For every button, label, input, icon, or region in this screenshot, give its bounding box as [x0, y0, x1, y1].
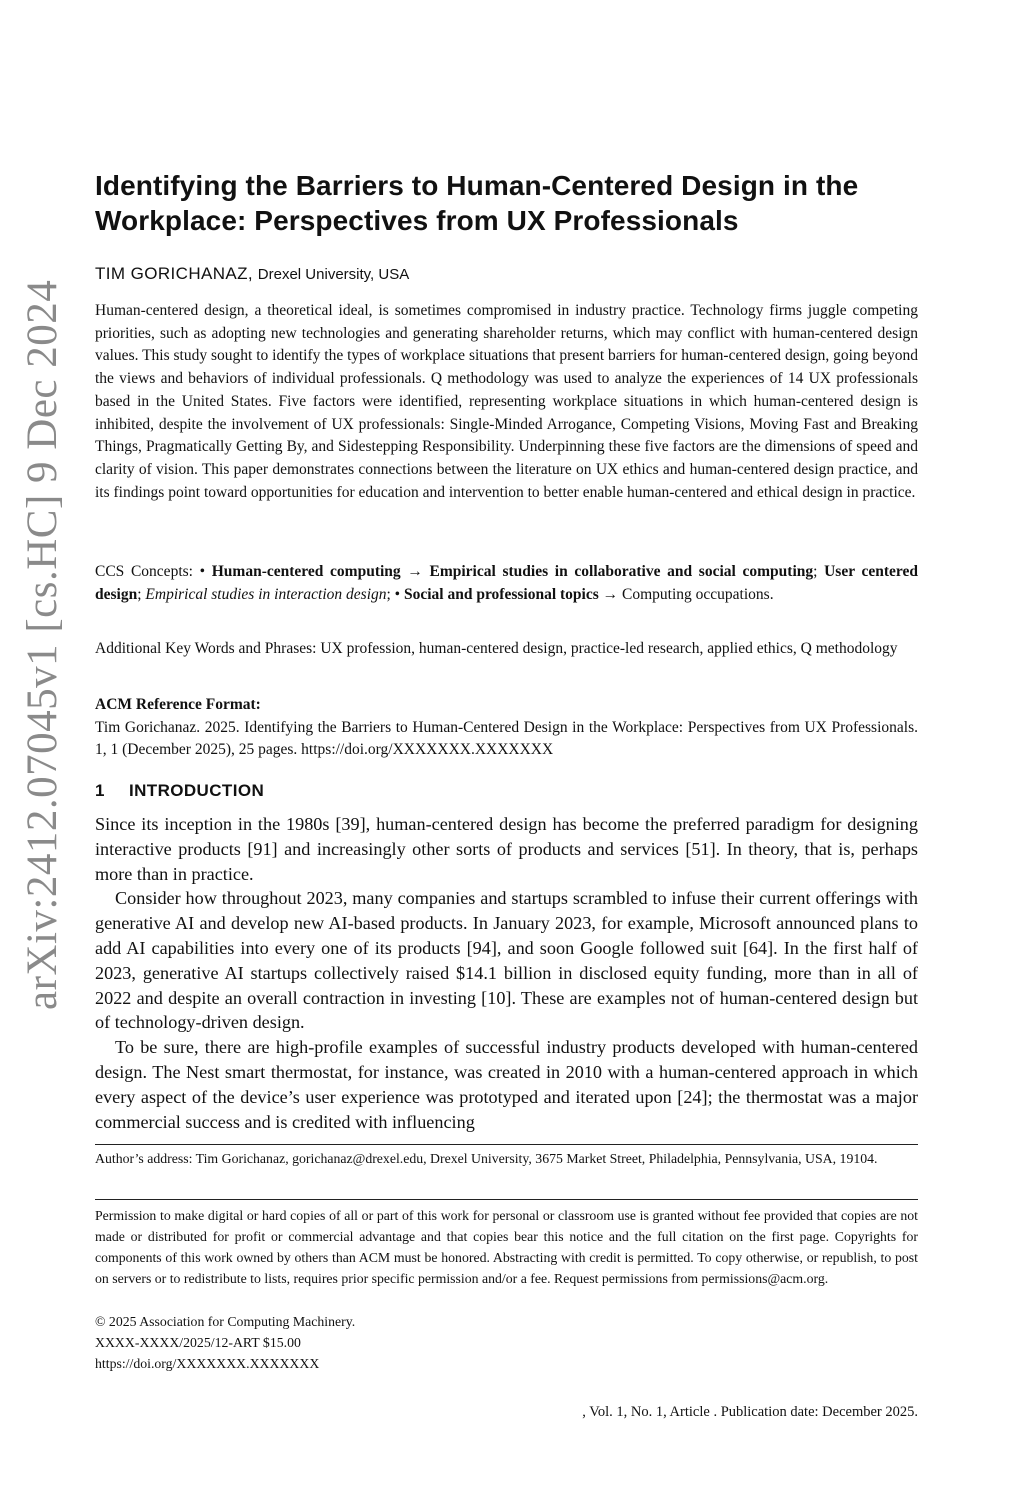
acm-reference-text: Tim Gorichanaz. 2025. Identifying the Barriers to Human-Centered Design in the Workplace: Perspectives from UX Professionals. 1, 1 (December 2025), 25 pages. https://doi.org/XXXXXXX.XXXXXXX — [95, 718, 918, 759]
ccs-item-hcc: Human-centered computing → Empirical studies in collaborative and social computing — [211, 563, 814, 580]
abstract: Human-centered design, a theoretical ideal, is sometimes compromised in industry practice. Technology firms juggle competing priorities, such as adopting new technologies and generating shareholder returns, which may conflict with human-centered design values. This study sought to identify the types of workplace situations that present barriers for human-centered design, going beyond the views and behaviors of individual professionals. Q methodology was used to analyze the experiences of 14 UX professionals based in the United States. Five factors were identified, representing workplace situations in which human-centered design is inhibited, despite the involvement of UX professionals: Single-Minded Arrogance, Competing Visions, Moving Fast and Breaking Things, Pragmatically Getting By, and Sidestepping Responsibility. Underpinning these five factors are the dimensions of speed and clarity of vision. This paper demonstrates connections between the literature on UX ethics and human-centered design practice, and its findings point toward opportunities for education and intervention to better enable human-centered and ethical design in practice. — [95, 302, 918, 501]
ccs-item-empirical: Empirical studies in interaction design — [145, 585, 387, 603]
acm-reference-heading: ACM Reference Format: — [95, 696, 261, 713]
paragraph: Since its inception in the 1980s [39], human-centered design has become the preferred paradigm for designing interactive products [91] and increasingly other sorts of products and services [51]. In theory, that is, perhaps more than in practice. — [95, 814, 918, 884]
keywords: Additional Key Words and Phrases: UX profession, human-centered design, practice-led research, applied ethics, Q methodology — [95, 640, 898, 657]
paragraph: To be sure, there are high-profile examples of successful industry products developed with human-centered design. The Nest smart thermostat, for instance, was created in 2010 with a human-centered approach in which every aspect of the device’s user experience was prototyped and iterated upon [24]; the thermostat was a major commercial success and is credited with influencing — [95, 1037, 918, 1132]
ccs-separator: ; — [137, 585, 142, 603]
author-name: TIM GORICHANAZ, — [95, 264, 254, 283]
author-address: Author’s address: Tim Gorichanaz, gorichanaz@drexel.edu, Drexel University, 3675 Market Street, Philadelphia, Pennsylvania, USA, 19104. — [95, 1151, 878, 1166]
permission-notice: Permission to make digital or hard copies of all or part of this work for personal or classroom use is granted without fee provided that copies are not made or distributed for profit or commercial advantage and that copies bear this notice and the full citation on the first page. Copyrights for components of this work owned by others than ACM must be honored. Abstracting with credit is permitted. To copy otherwise, or republish, to post on servers or to redistribute to lists, requires prior specific permission and/or a fee. Request permissions from permissions@acm.org. — [95, 1208, 918, 1286]
section-title: INTRODUCTION — [129, 781, 265, 800]
paragraph: Consider how throughout 2023, many companies and startups scrambled to infuse their current offerings with generative AI and develop new AI-based products. In January 2023, for example, Microsoft announced plans to add AI capabilities into every one of its products [94], and soon Google followed suit [64]. In the first half of 2023, generative AI startups collectively raised $14.1 billion in disclosed equity funding, more than in all of 2022 and despite an overall contraction in investing [10]. These are examples not of human-centered design but of technology-driven design. — [95, 888, 918, 1033]
ccs-item-occupations: Computing occupations. — [622, 585, 774, 603]
ccs-label: CCS Concepts: • — [95, 563, 206, 580]
ccs-concepts — [95, 561, 918, 606]
isbn-line: XXXX-XXXX/2025/12-ART $15.00 — [95, 1335, 301, 1350]
publication-info-footer: , Vol. 1, No. 1, Article . Publication date: December 2025. — [582, 1404, 918, 1420]
arxiv-identifier-stamp: arXiv:2412.07045v1 [cs.HC] 9 Dec 2024 — [19, 279, 66, 1010]
acm-reference — [95, 694, 918, 762]
ccs-separator: ; — [813, 563, 818, 580]
author-affiliation: Drexel University, USA — [257, 266, 410, 283]
doi-link[interactable]: https://doi.org/XXXXXXX.XXXXXXX — [95, 1356, 320, 1371]
copyright-line: © 2025 Association for Computing Machinery. — [95, 1314, 356, 1329]
ccs-separator: ; • — [386, 585, 401, 603]
ccs-item-ucd: User centered design — [95, 563, 919, 603]
introduction-body — [95, 812, 918, 1134]
author-line — [95, 264, 918, 284]
section-number: 1 — [95, 781, 105, 800]
section-heading-introduction — [95, 781, 918, 801]
permission-divider — [95, 1199, 918, 1200]
paper-title: Identifying the Barriers to Human-Centered Design in the Workplace: Perspectives from UX Professionals — [95, 170, 859, 236]
footnote-divider — [95, 1144, 918, 1145]
ccs-item-social: Social and professional topics → — [403, 585, 619, 603]
copyright-block — [95, 1311, 918, 1374]
